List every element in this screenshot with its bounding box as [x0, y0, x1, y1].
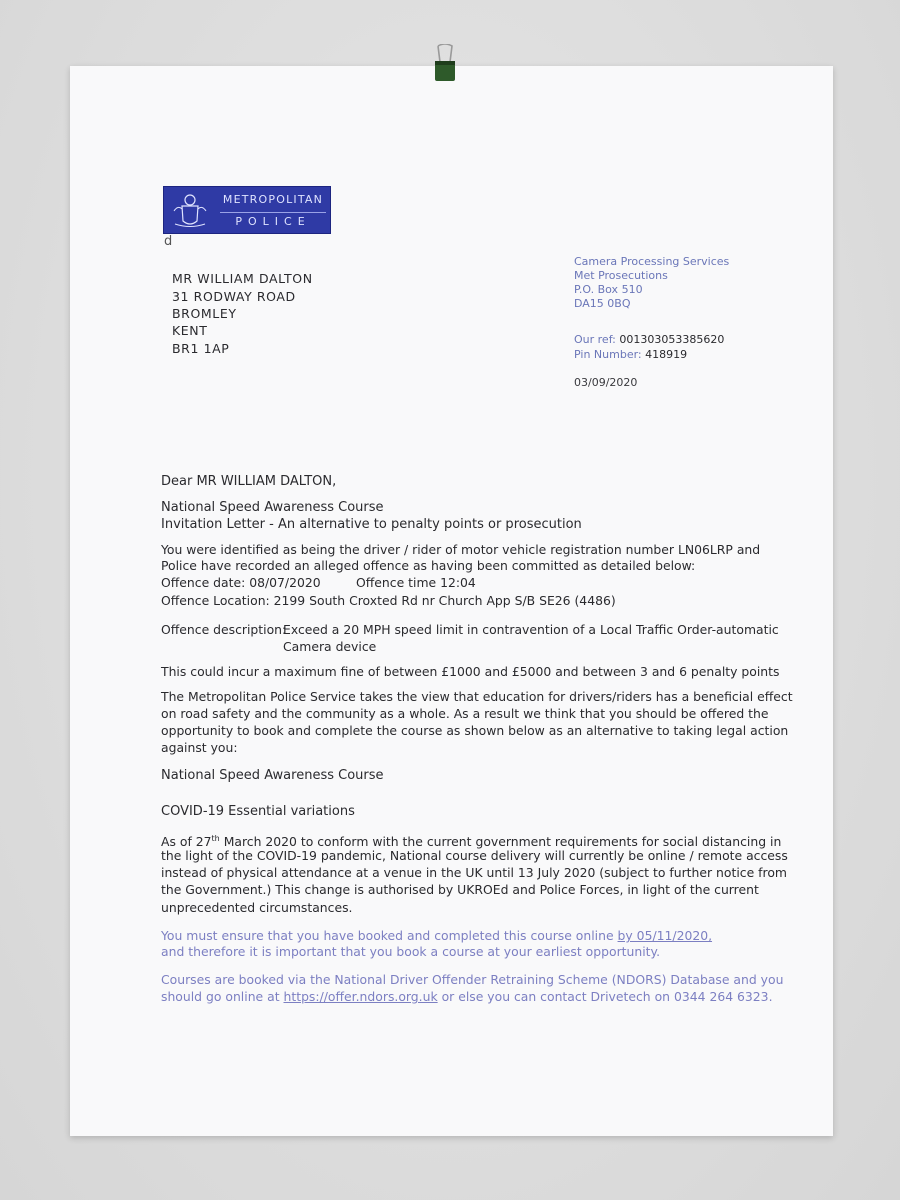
covid-line-1-end: March 2020 to conform with the current government requirements for social distancing in: [219, 834, 782, 850]
offence-time: Offence time 12:04: [356, 575, 476, 590]
recipient-address-line-1: 31 RODWAY ROAD: [172, 289, 296, 304]
para1-line-1: You were identified as being the driver / rider of motor vehicle registration number LN06LRP and: [161, 542, 761, 557]
para2-line-4: against you:: [161, 740, 238, 755]
covid-line-3: instead of physical attendance at a venue in the UK until 13 July 2020 (subject to further notice from: [161, 865, 787, 880]
deadline-line-2: and therefore it is important that you book a course at your earliest opportunity.: [161, 944, 661, 959]
binder-clip-icon: [432, 44, 458, 84]
para2-line-3: opportunity to book and complete the course as shown below as an alternative to taking legal action: [161, 723, 789, 738]
booking-line-2-start: should go online at: [161, 989, 284, 1004]
covid-line-4: the Government.) This change is authorised by UKROEd and Police Forces, in light of the current: [161, 882, 759, 897]
recipient-address-line-2: BROMLEY: [172, 306, 237, 321]
covid-line-2: the light of the COVID-19 pandemic, National course delivery will currently be online / remote access: [161, 848, 788, 863]
covid-line-1-superscript: th: [211, 834, 220, 843]
covid-heading: COVID-19 Essential variations: [161, 804, 355, 819]
ref-label: Our ref:: [574, 333, 616, 346]
booking-line-2-end: or else you can contact Drivetech on 0344 264 6323.: [437, 989, 773, 1004]
para1-line-2: Police have recorded an alleged offence as having been committed as detailed below:: [161, 558, 696, 573]
sender-po-box: P.O. Box 510: [574, 283, 643, 296]
fine-statement: This could incur a maximum fine of between £1000 and £5000 and between 3 and 6 penalty points: [161, 664, 780, 679]
recipient-address-line-3: KENT: [172, 323, 208, 338]
pin-label: Pin Number:: [574, 348, 642, 361]
reference-row: [574, 332, 724, 347]
covid-line-5: unprecedented circumstances.: [161, 900, 353, 915]
covid-line-1: [161, 831, 781, 850]
recipient-postcode: BR1 1AP: [172, 341, 230, 356]
letter-subject: National Speed Awareness Course: [161, 500, 384, 515]
sender-department: Camera Processing Services: [574, 255, 730, 268]
course-name: National Speed Awareness Course: [161, 768, 384, 783]
para2-line-2: on road safety and the community as a whole. As a result we think that you should be offered the: [161, 706, 769, 721]
logo-line-1: METROPOLITAN: [222, 193, 324, 206]
offence-date: Offence date: 08/07/2020: [161, 575, 321, 590]
greeting: Dear MR WILLIAM DALTON,: [161, 474, 337, 489]
logo-line-2: POLICE: [220, 212, 326, 228]
offence-description-label: Offence description:: [161, 622, 287, 637]
deadline-date: by 05/11/2020,: [617, 928, 713, 943]
police-crest-icon: [170, 191, 210, 229]
sender-unit: Met Prosecutions: [574, 269, 668, 282]
pin-value: 418919: [645, 348, 688, 361]
letter-date: 03/09/2020: [574, 376, 638, 389]
ref-value: 001303053385620: [619, 333, 725, 346]
offence-description-line-1: Exceed a 20 MPH speed limit in contravention of a Local Traffic Order-automatic: [283, 622, 779, 637]
recipient-name: MR WILLIAM DALTON: [172, 271, 313, 286]
pin-row: [574, 347, 687, 362]
ndors-link[interactable]: https://offer.ndors.org.uk: [283, 989, 438, 1004]
scan-mark: d: [164, 234, 173, 249]
deadline-line-1: [161, 928, 712, 944]
booking-line-1: Courses are booked via the National Driver Offender Retraining Scheme (NDORS) Database and you: [161, 972, 784, 987]
sender-postcode: DA15 0BQ: [574, 297, 631, 310]
met-police-logo: [163, 186, 331, 234]
letter-subtitle: Invitation Letter - An alternative to penalty points or prosecution: [161, 517, 582, 532]
booking-line-2: [161, 989, 773, 1005]
para2-line-1: The Metropolitan Police Service takes the view that education for drivers/riders has a beneficial effect: [161, 689, 793, 704]
deadline-text: You must ensure that you have booked and completed this course online: [161, 928, 618, 943]
offence-location: Offence Location: 2199 South Croxted Rd nr Church App S/B SE26 (4486): [161, 593, 616, 608]
covid-line-1-start: As of 27: [161, 834, 212, 850]
offence-description-line-2: Camera device: [283, 639, 377, 654]
